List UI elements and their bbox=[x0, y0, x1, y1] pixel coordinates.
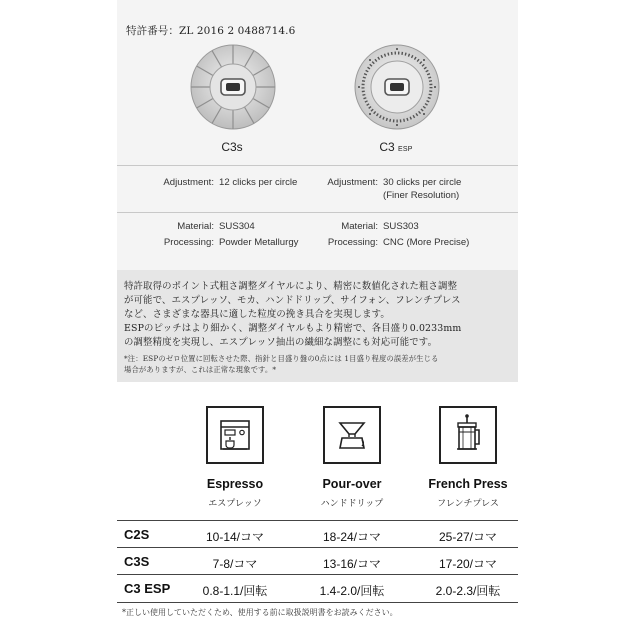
c3esp-processing-label: Processing: bbox=[327, 237, 378, 248]
spec-divider-top bbox=[117, 165, 518, 166]
description-note: 場合がありますが、これは正常な現象です。* bbox=[124, 365, 277, 374]
c3s-adjustment-value: 12 clicks per circle bbox=[219, 177, 298, 188]
table-row-model: C3 ESP bbox=[124, 581, 171, 596]
description-line: 特許取得のポイント式粗さ調整ダイヤルにより、精密に数値化された粗さ調整 bbox=[124, 281, 458, 292]
method-espresso-jp: エスプレッソ bbox=[208, 499, 262, 509]
c3s-material-label: Material: bbox=[177, 221, 214, 232]
espresso-machine-icon bbox=[206, 406, 264, 464]
dial-comparison-section bbox=[117, 0, 518, 270]
french-press-icon bbox=[439, 406, 497, 464]
grind-table-section bbox=[117, 382, 518, 640]
method-french-press-jp: フレンチプレス bbox=[437, 499, 499, 509]
table-cell: 2.0-2.3/回転 bbox=[435, 584, 501, 598]
table-line bbox=[117, 520, 518, 521]
description-note: *注：ESPのゼロ位置に回転させた際、指針と目盛り盤の0点には 1目盛り程度の誤差が生じる bbox=[124, 354, 439, 363]
c3s-processing-value: Powder Metallurgy bbox=[219, 237, 299, 248]
c3esp-material-value: SUS303 bbox=[383, 221, 419, 232]
method-french-press: French Press bbox=[428, 477, 508, 491]
table-cell: 13-16/コマ bbox=[322, 557, 382, 571]
c3esp-name-main: C3 bbox=[379, 140, 395, 154]
spec-divider-middle bbox=[117, 212, 518, 213]
c3s-model-name: C3s bbox=[221, 140, 243, 154]
table-row-model: C3S bbox=[124, 554, 150, 569]
c3esp-processing-value: CNC (More Precise) bbox=[383, 237, 470, 248]
table-cell: 0.8-1.1/回転 bbox=[202, 584, 268, 598]
method-pour-over-jp: ハンドドリップ bbox=[320, 499, 384, 509]
patent-number: 特許番号：ZL 2016 2 0488714.6 bbox=[126, 25, 296, 37]
usage-note: *正しい使用していただくため、使用する前に取扱説明書をお読みください。 bbox=[122, 608, 398, 617]
table-row-model: C2S bbox=[124, 527, 150, 542]
c3esp-material-label: Material: bbox=[341, 221, 378, 232]
description-line: が可能で、エスプレッソ、モカ、ハンドドリップ、サイフォン、フレンチプレス bbox=[124, 295, 461, 306]
description-section bbox=[117, 270, 518, 382]
table-cell: 25-27/コマ bbox=[438, 530, 498, 544]
c3esp-dial-image bbox=[352, 42, 442, 132]
table-cell: 7-8/コマ bbox=[212, 557, 258, 571]
c3s-material-value: SUS304 bbox=[219, 221, 255, 232]
description-line: ESPのピッチはより細かく、調整ダイヤルもより精密で、各目盛り0.0233mm bbox=[124, 323, 462, 334]
product-info-panel bbox=[117, 0, 518, 640]
c3esp-adjustment-value: 30 clicks per circle bbox=[383, 177, 462, 188]
table-line bbox=[117, 602, 518, 603]
method-pour-over: Pour-over bbox=[322, 477, 382, 491]
c3s-dial-image bbox=[188, 42, 278, 132]
table-cell: 17-20/コマ bbox=[438, 557, 498, 571]
table-line bbox=[117, 547, 518, 548]
table-cell: 1.4-2.0/回転 bbox=[319, 584, 385, 598]
c3esp-model-name bbox=[336, 140, 456, 154]
c3esp-adjustment-note: (Finer Resolution) bbox=[383, 190, 460, 201]
pour-over-icon bbox=[323, 406, 381, 464]
method-espresso: Espresso bbox=[206, 477, 264, 491]
table-cell: 10-14/コマ bbox=[205, 530, 265, 544]
c3s-adjustment-label: Adjustment: bbox=[163, 177, 214, 188]
table-cell: 18-24/コマ bbox=[322, 530, 382, 544]
c3esp-name-sub: ESP bbox=[398, 146, 413, 153]
table-line bbox=[117, 574, 518, 575]
description-line: の調整精度を実現し、エスプレッソ抽出の繊細な調整にも対応可能です。 bbox=[124, 337, 438, 348]
c3s-processing-label: Processing: bbox=[163, 237, 214, 248]
description-line: など、さまざまな器具に適した粒度の挽き具合を実現します。 bbox=[124, 309, 390, 320]
c3esp-adjustment-label: Adjustment: bbox=[327, 177, 378, 188]
